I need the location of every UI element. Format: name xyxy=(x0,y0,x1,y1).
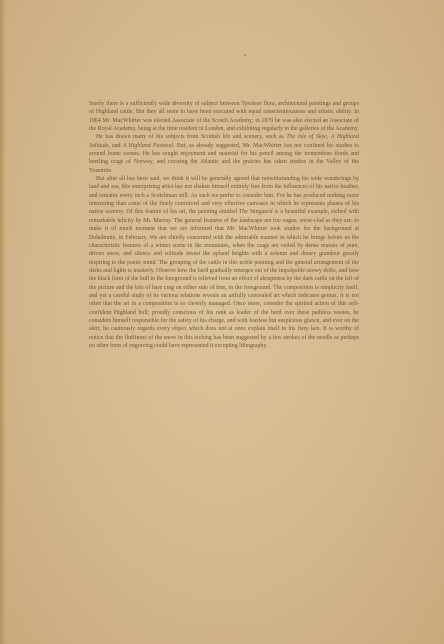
paper-speck xyxy=(244,54,246,56)
painting-title-isle-of-skye: The Isle of Skye xyxy=(286,134,327,141)
paragraph-1 xyxy=(89,100,359,133)
paragraph-2-text-b: , xyxy=(326,134,331,141)
article-text xyxy=(89,100,359,350)
paragraph-1-text: Surely there is a sufficiently wide diversity of subject between Tyrolese flora, architectural paintings and groups of Highland cattle. But they all seem to have been executed with equal conscientiousness and artistic ability. In 1864 Mr. MacWhirter was elected Associate of the Scotch Academy; in 1879 he was also elected an Associate of the Royal Academy, being at the time resident in London, and exhibiting regularly in the galleries of the Academy. xyxy=(89,101,359,133)
paragraph-2-text-a: He has drawn many of his subjects from Scottish life and scenery, such as xyxy=(96,134,287,141)
paragraph-2 xyxy=(89,133,359,175)
paragraph-2-text-d: . But, as already suggested, Mr. MacWhirter has not confined his studies to around home scenes. He has sought enjoyment and material for his pencil among the tremendous fiords and beetling crags of Norway, and crossing the Atlantic and the prairies has taken studies in the Valley of the Yosemite. xyxy=(89,142,359,174)
painting-title-highland-solitude: A Highland Solitude xyxy=(89,134,360,149)
paragraph-2-text-c: , and xyxy=(108,142,123,149)
paragraph-3-text-b: is a beautiful example, etched with remarkable felicity by Mr. Murray. The general features of the landscape are too vague, snow-clad as they are, to make it of much moment that we are informed that Mr. MacWhirter took studies for the background at Dohelmnie, in February. We are chiefly concerned with the admirable manner in which he brings before us the characteristic features of a winter scene in the mountains, when the crags are veiled by dense masses of pure, driven snow, and silence and solitude invest the upland heights with a solemn and dreary grandeur greatly inspiring to the poetic mind. The grouping of the cattle in this noble painting and the general arrangement of the darks and lights is masterly. Observe how the herd gradually emerges out of the impalpable snowy drifts, and how the black form of the bull in the foreground is relieved from an effect of abruptness by the dark cattle on the left of the picture and the bits of bare crag on either side of him, in the foreground. The composition is simplicity itself, and yet a careful study of its various relations reveals an artfully concealed art which indicates genius. It is not often that the art in a composition is so cleverly managed. Once more, consider the spirited action of this self-confident Highland bull; proudly conscious of his rank as leader of the herd over these pathless wastes, he considers himself responsible for the safety of his charge, and with fearless but suspicious glance, and ever on the alert, he cautiously regards every object which does not at once explain itself to his fiery ken. It is worthy of notice that the fluffiness of the snow in this etching has been suggested by a few strokes of the needle as perhaps no other form of engraving could have represented it excepting lithography. xyxy=(89,209,359,349)
page-edge-shadow xyxy=(0,0,6,644)
paragraph-3-text-a: But after all has been said, we think it will be generally agreed that notwithstanding his wide wanderings by land and sea, this enterprising artist has not shaken himself entirely free from the influences of his native heather, and remains every inch a Scotchman still. As such we prefer to consider him. For he has produced nothing more interesting than some of the finely conceived and very effective canvases in which he represents phases of his native scenery. Of this feature of his art, the painting entitled xyxy=(89,176,359,216)
painting-title-highland-pastoral: A Highland Pastoral xyxy=(122,142,174,149)
paragraph-3 xyxy=(89,175,359,350)
painting-title-vanguard: The Vanguard xyxy=(238,209,273,216)
